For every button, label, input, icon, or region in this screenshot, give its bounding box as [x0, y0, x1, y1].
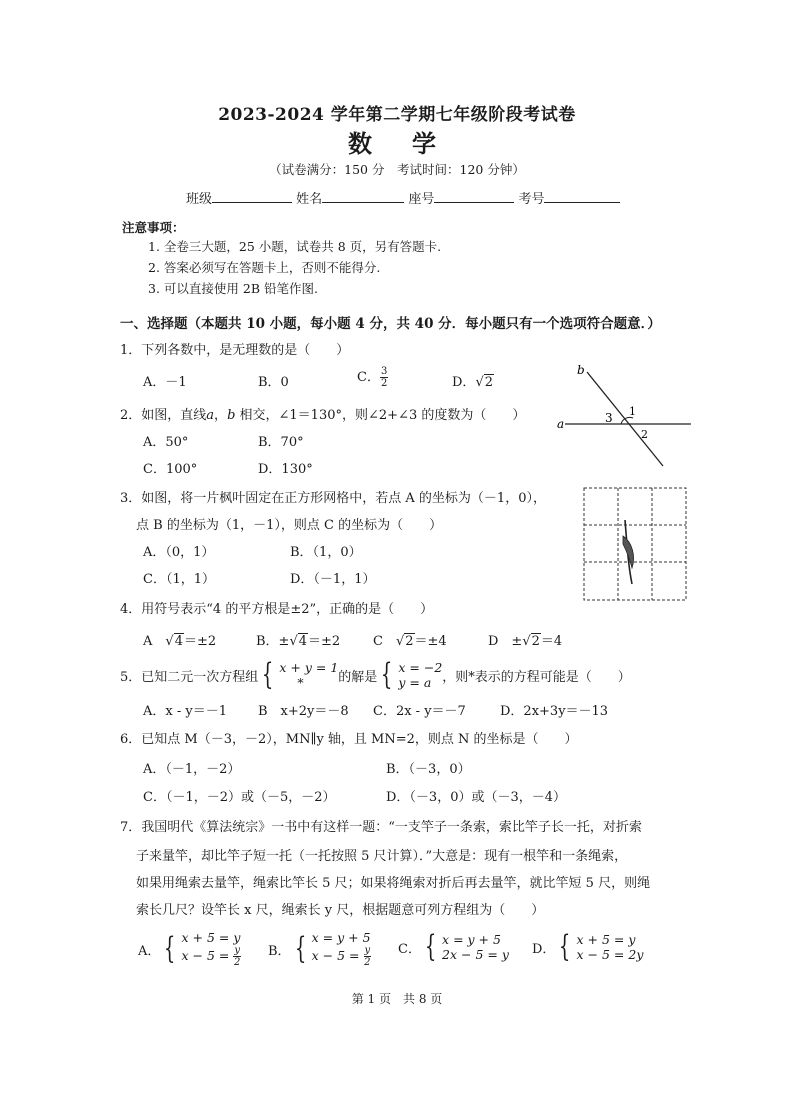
- q2-stem-text: 2．如图，直线: [120, 408, 207, 423]
- name-blank[interactable]: [322, 188, 404, 203]
- q1-option-d[interactable]: [452, 371, 494, 390]
- equation-text: x − 5 =: [311, 948, 364, 963]
- q3-option-d[interactable]: D．（－1，1）: [290, 572, 376, 587]
- q5-option-c[interactable]: C．2x - y＝－7: [373, 704, 466, 719]
- q1-stem: 1．下列各数中，是无理数的是（ ）: [120, 343, 350, 358]
- q7-d-label: D．: [532, 941, 556, 957]
- seat-label: 座号: [408, 192, 435, 207]
- angle-1-label: 1: [629, 405, 636, 418]
- note-item: 1. 全卷三大题，25 小题，试卷共 8 页，另有答题卡.: [148, 239, 442, 254]
- fraction: [380, 366, 388, 389]
- brace-icon: {: [164, 931, 176, 966]
- exam-no-label: 考号: [518, 192, 545, 207]
- q4-option-a[interactable]: [143, 630, 216, 649]
- subject-title: 数学: [348, 129, 476, 158]
- equation-line: x + 5 = y: [576, 932, 636, 947]
- equation-system: [160, 930, 241, 968]
- q3-stem-line2: 点 B 的坐标为（1，－1），则点 C 的坐标为（ ）: [136, 518, 443, 533]
- radicand: 2: [484, 375, 494, 390]
- brace-icon: {: [262, 657, 274, 692]
- q1-option-b[interactable]: B．0: [258, 375, 289, 390]
- line-a-label: a: [557, 417, 565, 431]
- student-info-row: [186, 188, 620, 207]
- page-footer: 第 1 页 共 8 页: [351, 992, 443, 1006]
- variable-b: b: [227, 408, 236, 423]
- q2-option-d[interactable]: D．130°: [258, 462, 313, 477]
- q4-b-label: B．±: [256, 634, 290, 649]
- q3-stem-line1: 3．如图，将一片枫叶固定在正方形网格中，若点 A 的坐标为（－1，0），: [120, 491, 546, 506]
- brace-icon: {: [294, 931, 306, 966]
- q6-option-c[interactable]: C．（－1，－2）或（－5，－2）: [143, 790, 336, 805]
- q1-option-a[interactable]: A．－1: [143, 375, 187, 390]
- equation-system: [421, 929, 509, 964]
- q6-option-d[interactable]: D．（－3，0）或（－3，－4）: [386, 790, 567, 805]
- variable-a: a: [206, 408, 215, 423]
- q5-stem-text: 的解是: [338, 669, 378, 685]
- section-heading: 一、选择题（本题共 10 小题，每小题 4 分，共 40 分．每小题只有一个选项符合题意．）: [120, 316, 661, 332]
- note-item: 2. 答案必须写在答题卡上，否则不能得分.: [148, 260, 381, 275]
- q2-stem: [120, 404, 525, 423]
- q7-option-d[interactable]: [532, 929, 644, 964]
- q4-stem: 4．用符号表示“4 的平方根是±2”，正确的是（ ）: [120, 602, 434, 617]
- q2-option-b[interactable]: B．70°: [258, 435, 304, 450]
- equation-line: x = y + 5: [442, 932, 501, 947]
- brace-icon: {: [381, 657, 393, 692]
- q4-d-label: D ±: [488, 634, 523, 649]
- fraction: [233, 945, 241, 968]
- q7-stem-line4: 索长几尺？设竿长 x 尺，绳索长 y 尺，根据题意可列方程组为（ ）: [136, 903, 545, 918]
- radicand: 2: [405, 634, 414, 649]
- q7-stem-line2: 子来量竿，却比竿子短一托（一托按照 5 尺计算）．”大意是：现有一根竿和一条绳索，: [136, 849, 628, 864]
- q6-option-a[interactable]: A．（－1，－2）: [143, 762, 241, 777]
- equation-line: [312, 945, 372, 968]
- equation-line: *: [297, 675, 304, 690]
- q5-stem-text: ，则*表示的方程可能是（ ）: [442, 669, 631, 685]
- q6-option-b[interactable]: B．（－3，0）: [386, 762, 471, 777]
- name-label: 姓名: [296, 192, 323, 207]
- q7-b-label: B．: [268, 943, 291, 959]
- equation-system: [258, 657, 339, 692]
- q5-option-b[interactable]: B x+2y＝－8: [258, 704, 349, 719]
- q4-c-text: ＝±4: [414, 634, 447, 649]
- fraction-numerator: y: [234, 945, 240, 956]
- sqrt-symbol: √: [475, 375, 484, 390]
- q3-option-b[interactable]: B．（1，0）: [290, 545, 362, 560]
- line-b-label: b: [577, 363, 585, 377]
- q7-c-label: C．: [398, 941, 421, 957]
- q7-option-c[interactable]: [398, 929, 509, 964]
- sqrt-symbol: √: [165, 634, 174, 649]
- equation-line: [181, 945, 241, 968]
- angle-3-label: 3: [605, 411, 613, 425]
- q4-a-label: A: [143, 634, 166, 649]
- solution-system: [377, 657, 443, 692]
- radicand: 4: [298, 634, 308, 649]
- note-item: 3. 可以直接使用 2B 铅笔作图.: [148, 281, 318, 296]
- sqrt-symbol: √: [289, 634, 298, 649]
- fraction-denominator: 2: [364, 957, 371, 968]
- q4-d-text: ＝4: [540, 634, 563, 649]
- q4-option-c[interactable]: [373, 630, 447, 649]
- angle-2-label: 2: [641, 428, 648, 441]
- q4-b-text: ＝±2: [308, 634, 341, 649]
- sqrt-symbol: √: [522, 634, 531, 649]
- q7-stem-line3: 如果用绳索去量竿，绳索比竿长 5 尺；如果将绳索对折后再去量竿，就比竿短 5 尺，则绳: [136, 876, 651, 891]
- equation-system: [291, 930, 372, 968]
- q1-c-label: C．: [357, 370, 380, 385]
- exam-no-blank[interactable]: [544, 188, 620, 203]
- q1-option-c[interactable]: [357, 366, 388, 389]
- q2-option-a[interactable]: A．50°: [143, 435, 189, 450]
- q4-c-label: C: [373, 634, 396, 649]
- q2-option-c[interactable]: C．100°: [143, 462, 198, 477]
- q7-a-label: A．: [138, 943, 161, 959]
- exam-info: （试卷满分：150 分 考试时间：120 分钟）: [269, 162, 525, 177]
- fraction: [364, 945, 372, 968]
- fraction-numerator: y: [364, 945, 371, 956]
- maple-leaf-grid-figure: [580, 484, 692, 606]
- equation-line: x = −2: [398, 660, 443, 675]
- q7-option-a[interactable]: [138, 930, 241, 968]
- brace-icon: {: [424, 929, 437, 964]
- q5-option-a[interactable]: A．x - y＝－1: [143, 704, 227, 719]
- q4-option-b[interactable]: [256, 630, 340, 649]
- q2-stem-text: 相交，∠1＝130°，则∠2+∠3 的度数为（ ）: [235, 408, 526, 423]
- q6-stem: 6．已知点 M（－3，－2），MN∥y 轴，且 MN=2，则点 N 的坐标是（ ）: [120, 732, 578, 747]
- notes-heading: 注意事项：: [122, 220, 185, 235]
- intersecting-lines-figure: [555, 362, 695, 472]
- radicand: 4: [174, 634, 183, 649]
- equation-line: 2x − 5 = y: [442, 947, 509, 962]
- q5-stem-text: 5．已知二元一次方程组: [120, 669, 259, 685]
- equation-line: y = a: [398, 675, 432, 690]
- equation-line: x + 5 = y: [181, 930, 241, 945]
- sqrt-symbol: √: [395, 634, 405, 649]
- fraction-denominator: 2: [380, 378, 388, 389]
- equation-line: x = y + 5: [311, 930, 371, 945]
- q3-option-c[interactable]: C．（1，1）: [143, 572, 215, 587]
- separator: ，: [214, 408, 228, 423]
- brace-icon: {: [559, 929, 571, 964]
- q1-d-label: D．: [452, 375, 476, 390]
- q7-option-b[interactable]: [268, 930, 371, 968]
- q7-stem-line1: 7．我国明代《算法统宗》一书中有这样一题：“一支竿子一条索，索比竿子长一托，对折索: [120, 820, 642, 835]
- equation-line: x + y = 1: [279, 660, 339, 675]
- q5-stem: [120, 657, 631, 692]
- seat-blank[interactable]: [434, 188, 514, 203]
- equation-line: x − 5 = 2y: [576, 947, 644, 962]
- fraction-numerator: 3: [380, 366, 388, 377]
- class-label: 班级: [186, 192, 213, 207]
- radicand: 2: [531, 634, 540, 649]
- exam-title: 2023-2024 学年第二学期七年级阶段考试卷: [218, 105, 576, 125]
- q5-option-d[interactable]: D．2x+3y＝－13: [500, 704, 609, 719]
- equation-system: [555, 929, 644, 964]
- fraction-denominator: 2: [233, 957, 241, 968]
- q3-option-a[interactable]: A．（0，1）: [143, 545, 215, 560]
- q4-option-d[interactable]: [488, 630, 562, 649]
- equation-text: x − 5 =: [181, 948, 234, 963]
- class-blank[interactable]: [212, 188, 292, 203]
- q4-a-text: ＝±2: [183, 634, 217, 649]
